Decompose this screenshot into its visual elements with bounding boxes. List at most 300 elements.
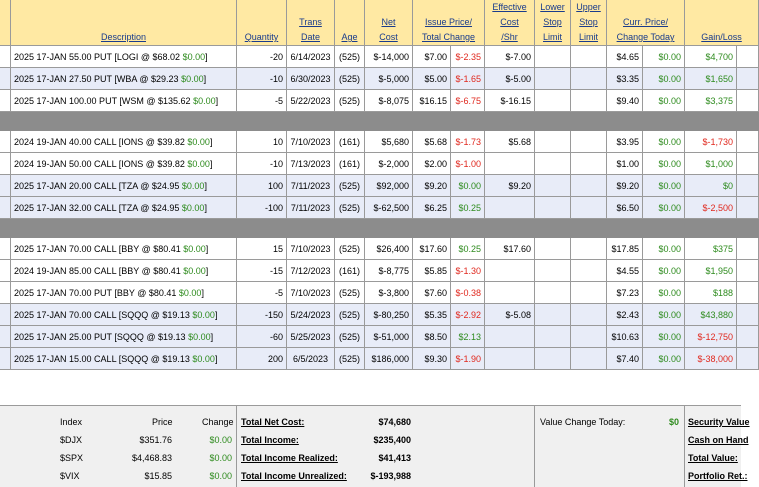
table-row[interactable] [0, 348, 759, 370]
cell-net-cost[interactable]: $-2,000 [365, 153, 413, 175]
cell-lower-stop[interactable] [535, 175, 571, 197]
cell-change-today[interactable]: $0.00 [643, 153, 685, 175]
description-text: 2025 17-JAN 70.00 CALL [SQQQ @ $19.13 [14, 309, 193, 320]
change-col-label: Change [202, 417, 234, 427]
cell-net-cost[interactable]: $-8,775 [365, 260, 413, 282]
cell-lower-stop[interactable] [535, 68, 571, 90]
table-row[interactable] [0, 238, 759, 260]
cell-trans-date[interactable]: 5/24/2023 [287, 304, 335, 326]
cell-age[interactable]: (525) [335, 326, 365, 348]
row-marker[interactable] [0, 153, 11, 175]
summary-value: $-193,988 [370, 471, 411, 481]
table-row[interactable] [0, 175, 759, 197]
summary-row [237, 450, 415, 467]
index-header [0, 414, 236, 431]
cell-gain-loss[interactable]: $3,375 [685, 90, 737, 112]
value-change-value: $0 [668, 417, 679, 427]
table-row[interactable] [0, 304, 759, 326]
description-end: ] [205, 265, 209, 276]
underlying-change: $0.00 [178, 287, 202, 298]
cell-description[interactable] [11, 326, 237, 348]
cell-quantity[interactable]: -5 [237, 90, 287, 112]
cell-quantity[interactable]: -5 [237, 282, 287, 304]
description-text: 2025 17-JAN 55.00 PUT [LOGI @ $68.02 [14, 51, 183, 62]
cell-net-cost[interactable]: $-51,000 [365, 326, 413, 348]
summary-value: $74,680 [378, 417, 411, 427]
cell-age[interactable]: (525) [335, 304, 365, 326]
description-end: ] [204, 180, 207, 191]
group-separator [0, 112, 759, 131]
cell-curr-price[interactable]: $2.43 [607, 304, 643, 326]
group-separator [0, 219, 759, 238]
description-text: 2025 17-JAN 70.00 CALL [BBY @ $80.41 [14, 243, 184, 254]
index-name: $DJX [60, 435, 83, 445]
description-text: 2025 17-JAN 25.00 PUT [SQQQ @ $19.13 [14, 331, 189, 342]
table-row[interactable] [0, 326, 759, 348]
header-issue-price[interactable]: Issue Price/ Total Change [413, 0, 485, 46]
value-change-block [534, 406, 685, 487]
cell-age[interactable]: (161) [335, 260, 365, 282]
cell-upper-stop[interactable] [571, 175, 607, 197]
underlying-change: $0.00 [183, 265, 206, 276]
description-text: 2025 17-JAN 32.00 CALL [TZA @ $24.95 [14, 202, 182, 213]
cell-effective-cost[interactable]: $-7.00 [485, 46, 535, 68]
table-row[interactable] [0, 153, 759, 175]
cell-upper-stop[interactable] [571, 68, 607, 90]
underlying-change: $0.00 [181, 202, 205, 213]
header-age[interactable]: Age [335, 0, 365, 46]
description-end: ] [204, 202, 207, 213]
header-blank [0, 0, 11, 46]
cell-upper-stop[interactable] [571, 238, 607, 260]
index-row [0, 450, 236, 467]
description-text: 2025 17-JAN 15.00 CALL [SQQQ @ $19.13 [14, 353, 193, 364]
cell-gain-overflow[interactable] [737, 153, 759, 175]
header-description[interactable]: Description [11, 0, 237, 46]
table-row[interactable] [0, 197, 759, 219]
cell-net-cost[interactable]: $186,000 [365, 348, 413, 370]
cell-gain-overflow[interactable] [737, 175, 759, 197]
cell-age[interactable]: (161) [335, 131, 365, 153]
cell-curr-price[interactable]: $6.50 [607, 197, 643, 219]
cell-change-today[interactable]: $0.00 [643, 90, 685, 112]
row-marker[interactable] [0, 282, 11, 304]
cell-trans-date[interactable]: 6/30/2023 [287, 68, 335, 90]
row-marker[interactable] [0, 348, 11, 370]
cell-gain-loss[interactable]: $-2,500 [685, 197, 737, 219]
cell-change-today[interactable]: $0.00 [643, 46, 685, 68]
index-price: $15.85 [144, 471, 172, 481]
summary-label: Total Income Realized: [241, 453, 338, 463]
cell-gain-loss[interactable]: $1,950 [685, 260, 737, 282]
cell-effective-cost[interactable]: $-5.00 [485, 68, 535, 90]
index-row [0, 468, 236, 485]
cell-effective-cost[interactable] [485, 348, 535, 370]
cell-quantity[interactable]: 100 [237, 175, 287, 197]
description-text: 2024 19-JAN 85.00 CALL [BBY @ $80.41 [14, 265, 184, 276]
cell-effective-cost[interactable]: $5.68 [485, 131, 535, 153]
underlying-change: $0.00 [182, 51, 206, 62]
cell-total-change[interactable]: $-1.00 [451, 153, 485, 175]
cell-effective-cost[interactable] [485, 197, 535, 219]
cell-lower-stop[interactable] [535, 282, 571, 304]
cell-curr-price[interactable]: $4.55 [607, 260, 643, 282]
description-end: ] [205, 243, 209, 254]
cell-curr-price[interactable]: $3.95 [607, 131, 643, 153]
cell-issue-price[interactable]: $5.35 [413, 304, 451, 326]
cell-net-cost[interactable]: $-3,800 [365, 282, 413, 304]
cell-trans-date[interactable]: 7/13/2023 [287, 153, 335, 175]
underlying-change: $0.00 [187, 136, 210, 147]
cell-description[interactable] [11, 260, 237, 282]
underlying-change: $0.00 [183, 243, 206, 254]
cell-upper-stop[interactable] [571, 197, 607, 219]
cell-curr-price[interactable]: $10.63 [607, 326, 643, 348]
cell-effective-cost[interactable] [485, 282, 535, 304]
cell-upper-stop[interactable] [571, 326, 607, 348]
cell-effective-cost[interactable]: $17.60 [485, 238, 535, 260]
description-text: 2025 17-JAN 70.00 PUT [BBY @ $80.41 [14, 287, 179, 298]
cell-issue-price[interactable]: $9.30 [413, 348, 451, 370]
underlying-change: $0.00 [188, 331, 211, 342]
description-end: ] [201, 287, 204, 298]
cell-total-change[interactable]: $-1.73 [451, 131, 485, 153]
cell-trans-date[interactable]: 5/22/2023 [287, 90, 335, 112]
cell-gain-overflow[interactable] [737, 238, 759, 260]
cell-total-change[interactable]: $-1.30 [451, 260, 485, 282]
cell-gain-overflow[interactable] [737, 326, 759, 348]
cell-issue-price[interactable]: $17.60 [413, 238, 451, 260]
table-row[interactable] [0, 68, 759, 90]
cell-quantity[interactable]: -10 [237, 153, 287, 175]
header-curr-price[interactable]: Curr. Price/ Change Today [607, 0, 685, 46]
cell-trans-date[interactable]: 7/11/2023 [287, 175, 335, 197]
cell-upper-stop[interactable] [571, 348, 607, 370]
cell-change-today[interactable]: $0.00 [643, 260, 685, 282]
cell-quantity[interactable]: -10 [237, 68, 287, 90]
table-row[interactable] [0, 46, 759, 68]
cell-curr-price[interactable]: $1.00 [607, 153, 643, 175]
cell-gain-overflow[interactable] [737, 68, 759, 90]
cell-net-cost[interactable]: $-5,000 [365, 68, 413, 90]
cell-net-cost[interactable]: $-80,250 [365, 304, 413, 326]
cell-gain-loss[interactable]: $188 [685, 282, 737, 304]
cell-gain-overflow[interactable] [737, 90, 759, 112]
underlying-change: $0.00 [192, 309, 215, 320]
summary-row [237, 468, 415, 485]
underlying-change: $0.00 [181, 73, 204, 84]
cell-curr-price[interactable]: $7.40 [607, 348, 643, 370]
cell-age[interactable]: (525) [335, 282, 365, 304]
index-col-label: Index [60, 417, 83, 427]
cell-upper-stop[interactable] [571, 90, 607, 112]
description-end: ] [210, 331, 214, 342]
cell-change-today[interactable]: $0.00 [643, 197, 685, 219]
cell-issue-price[interactable]: $5.00 [413, 68, 451, 90]
cell-age[interactable]: (525) [335, 197, 365, 219]
cell-quantity[interactable]: 200 [237, 348, 287, 370]
header-row [0, 0, 759, 46]
cell-upper-stop[interactable] [571, 131, 607, 153]
cell-upper-stop[interactable] [571, 46, 607, 68]
cell-age[interactable]: (525) [335, 238, 365, 260]
description-end: ] [205, 51, 208, 62]
row-marker[interactable] [0, 68, 11, 90]
cell-lower-stop[interactable] [535, 131, 571, 153]
cell-lower-stop[interactable] [535, 260, 571, 282]
cell-curr-price[interactable]: $7.23 [607, 282, 643, 304]
summary-block [236, 406, 415, 487]
table-row[interactable] [0, 131, 759, 153]
cell-change-today[interactable]: $0.00 [643, 131, 685, 153]
cell-effective-cost[interactable]: $-16.15 [485, 90, 535, 112]
cell-effective-cost[interactable] [485, 153, 535, 175]
cell-lower-stop[interactable] [535, 304, 571, 326]
cell-change-today[interactable]: $0.00 [643, 175, 685, 197]
cell-issue-price[interactable]: $7.00 [413, 46, 451, 68]
description-text: 2024 19-JAN 50.00 CALL [IONS @ $39.82 [14, 158, 188, 169]
cell-change-today[interactable]: $0.00 [643, 282, 685, 304]
header-gain-loss[interactable]: Gain/Loss [685, 0, 759, 46]
cell-lower-stop[interactable] [535, 153, 571, 175]
cell-net-cost[interactable]: $-8,075 [365, 90, 413, 112]
cell-age[interactable]: (525) [335, 46, 365, 68]
cell-lower-stop[interactable] [535, 90, 571, 112]
cell-curr-price[interactable]: $9.40 [607, 90, 643, 112]
cell-gain-loss[interactable]: $1,650 [685, 68, 737, 90]
cell-effective-cost[interactable]: $-5.08 [485, 304, 535, 326]
cell-change-today[interactable]: $0.00 [643, 68, 685, 90]
cell-quantity[interactable]: -60 [237, 326, 287, 348]
row-marker[interactable] [0, 260, 11, 282]
right-summary-label: Portfolio Ret.: [688, 471, 748, 481]
cell-lower-stop[interactable] [535, 46, 571, 68]
cell-quantity[interactable]: -15 [237, 260, 287, 282]
cell-total-change[interactable]: $-1.90 [451, 348, 485, 370]
cell-description[interactable] [11, 348, 237, 370]
summary-row [237, 414, 415, 431]
summary-row [237, 432, 415, 449]
index-change: $0.00 [209, 453, 232, 463]
header-quantity[interactable]: Quantity [237, 0, 287, 46]
index-price: $4,468.83 [131, 453, 172, 463]
cell-description[interactable] [11, 131, 237, 153]
description-end: ] [214, 353, 218, 364]
row-marker[interactable] [0, 197, 11, 219]
cell-description[interactable] [11, 197, 237, 219]
cell-trans-date[interactable]: 7/10/2023 [287, 282, 335, 304]
cell-age[interactable]: (525) [335, 348, 365, 370]
description-end: ] [215, 95, 219, 106]
cell-description[interactable] [11, 238, 237, 260]
cell-description[interactable] [11, 175, 237, 197]
underlying-change: $0.00 [193, 95, 216, 106]
cell-issue-price[interactable]: $2.00 [413, 153, 451, 175]
cell-issue-price[interactable]: $7.60 [413, 282, 451, 304]
table-row[interactable] [0, 282, 759, 304]
description-text: 2025 17-JAN 100.00 PUT [WSM @ $135.62 [14, 95, 194, 106]
cell-age[interactable]: (525) [335, 90, 365, 112]
row-marker[interactable] [0, 131, 11, 153]
cell-lower-stop[interactable] [535, 326, 571, 348]
cell-gain-loss[interactable]: $-38,000 [685, 348, 737, 370]
header-net-cost[interactable]: Net Cost [365, 0, 413, 46]
cell-change-today[interactable]: $0.00 [643, 238, 685, 260]
cell-gain-overflow[interactable] [737, 348, 759, 370]
cell-gain-loss[interactable]: $-12,750 [685, 326, 737, 348]
cell-trans-date[interactable]: 5/25/2023 [287, 326, 335, 348]
cell-description[interactable] [11, 282, 237, 304]
right-summary-label: Cash on Hand [688, 435, 749, 445]
cell-total-change[interactable]: $2.13 [451, 326, 485, 348]
cell-quantity[interactable]: -100 [237, 197, 287, 219]
cell-trans-date[interactable]: 6/5/2023 [287, 348, 335, 370]
cell-gain-loss[interactable]: $43,880 [685, 304, 737, 326]
cell-issue-price[interactable]: $6.25 [413, 197, 451, 219]
cell-change-today[interactable]: $0.00 [643, 304, 685, 326]
description-end: ] [203, 73, 207, 84]
cell-age[interactable]: (525) [335, 68, 365, 90]
cell-curr-price[interactable]: $9.20 [607, 175, 643, 197]
header-lower-stop[interactable]: Lower Stop Limit [535, 0, 571, 46]
cell-upper-stop[interactable] [571, 260, 607, 282]
cell-total-change[interactable]: $-0.38 [451, 282, 485, 304]
right-summary-label: Total Value: [688, 453, 738, 463]
index-change: $0.00 [209, 435, 232, 445]
cell-gain-overflow[interactable] [737, 197, 759, 219]
cell-net-cost[interactable]: $26,400 [365, 238, 413, 260]
cell-net-cost[interactable]: $-14,000 [365, 46, 413, 68]
price-col-label: Price [152, 417, 173, 427]
description-text: 2025 17-JAN 20.00 CALL [TZA @ $24.95 [14, 180, 182, 191]
cell-curr-price[interactable]: $3.35 [607, 68, 643, 90]
cell-curr-price[interactable]: $17.85 [607, 238, 643, 260]
cell-net-cost[interactable]: $92,000 [365, 175, 413, 197]
description-text: 2025 17-JAN 27.50 PUT [WBA @ $29.23 [14, 73, 182, 84]
row-marker[interactable] [0, 46, 11, 68]
cell-age[interactable]: (525) [335, 175, 365, 197]
cell-total-change[interactable]: $-2.92 [451, 304, 485, 326]
cell-description[interactable] [11, 68, 237, 90]
cell-description[interactable] [11, 153, 237, 175]
summary-label: Total Income: [241, 435, 299, 445]
row-marker[interactable] [0, 175, 11, 197]
cell-trans-date[interactable]: 7/11/2023 [287, 197, 335, 219]
cell-net-cost[interactable]: $5,680 [365, 131, 413, 153]
row-marker[interactable] [0, 238, 11, 260]
cell-total-change[interactable]: $0.25 [451, 197, 485, 219]
cell-effective-cost[interactable] [485, 326, 535, 348]
right-summary-block [684, 406, 750, 487]
cell-quantity[interactable]: 10 [237, 131, 287, 153]
cell-trans-date[interactable]: 7/12/2023 [287, 260, 335, 282]
cell-gain-overflow[interactable] [737, 304, 759, 326]
cell-total-change[interactable]: $-1.65 [451, 68, 485, 90]
cell-trans-date[interactable]: 7/10/2023 [287, 131, 335, 153]
cell-total-change[interactable]: $0.25 [451, 238, 485, 260]
cell-gain-overflow[interactable] [737, 46, 759, 68]
right-summary-label: Security Value [688, 417, 750, 427]
cell-upper-stop[interactable] [571, 282, 607, 304]
cell-total-change[interactable]: $-6.75 [451, 90, 485, 112]
cell-change-today[interactable]: $0.00 [643, 348, 685, 370]
underlying-change: $0.00 [187, 158, 210, 169]
cell-effective-cost[interactable] [485, 260, 535, 282]
summary-value: $41,413 [378, 453, 411, 463]
portfolio-footer [0, 405, 750, 487]
description-end: ] [209, 136, 213, 147]
summary-label: Total Income Unrealized: [241, 471, 347, 481]
summary-label: Total Net Cost: [241, 417, 305, 427]
cell-issue-price[interactable]: $9.20 [413, 175, 451, 197]
cell-issue-price[interactable]: $16.15 [413, 90, 451, 112]
index-row [0, 432, 236, 449]
cell-change-today[interactable]: $0.00 [643, 326, 685, 348]
row-marker[interactable] [0, 304, 11, 326]
cell-net-cost[interactable]: $-62,500 [365, 197, 413, 219]
cell-total-change[interactable]: $-2.35 [451, 46, 485, 68]
cell-age[interactable]: (161) [335, 153, 365, 175]
cell-upper-stop[interactable] [571, 304, 607, 326]
cell-quantity[interactable]: -150 [237, 304, 287, 326]
cell-gain-loss[interactable]: $375 [685, 238, 737, 260]
cell-curr-price[interactable]: $4.65 [607, 46, 643, 68]
row-marker[interactable] [0, 90, 11, 112]
cell-total-change[interactable]: $0.00 [451, 175, 485, 197]
cell-gain-loss[interactable]: $1,000 [685, 153, 737, 175]
cell-issue-price[interactable]: $5.68 [413, 131, 451, 153]
cell-description[interactable] [11, 304, 237, 326]
cell-description[interactable] [11, 46, 237, 68]
cell-effective-cost[interactable]: $9.20 [485, 175, 535, 197]
cell-gain-overflow[interactable] [737, 282, 759, 304]
description-end: ] [214, 309, 218, 320]
header-effective-cost[interactable]: Effective Cost /Shr [485, 0, 535, 46]
index-name: $SPX [60, 453, 84, 463]
cell-gain-overflow[interactable] [737, 131, 759, 153]
cell-trans-date[interactable]: 6/14/2023 [287, 46, 335, 68]
cell-issue-price[interactable]: $8.50 [413, 326, 451, 348]
description-end: ] [209, 158, 213, 169]
index-name: $VIX [60, 471, 80, 481]
underlying-change: $0.00 [192, 353, 215, 364]
cell-lower-stop[interactable] [535, 197, 571, 219]
row-marker[interactable] [0, 326, 11, 348]
description-text: 2024 19-JAN 40.00 CALL [IONS @ $39.82 [14, 136, 188, 147]
cell-lower-stop[interactable] [535, 238, 571, 260]
cell-gain-loss[interactable]: $0 [685, 175, 737, 197]
summary-value: $235,400 [373, 435, 411, 445]
cell-quantity[interactable]: 15 [237, 238, 287, 260]
cell-gain-overflow[interactable] [737, 260, 759, 282]
cell-gain-loss[interactable]: $4,700 [685, 46, 737, 68]
cell-gain-loss[interactable]: $-1,730 [685, 131, 737, 153]
index-change: $0.00 [209, 471, 232, 481]
header-trans-date[interactable]: Trans Date [287, 0, 335, 46]
value-change-label: Value Change Today: [540, 417, 626, 427]
cell-trans-date[interactable]: 7/10/2023 [287, 238, 335, 260]
cell-description[interactable] [11, 90, 237, 112]
cell-quantity[interactable]: -20 [237, 46, 287, 68]
index-price: $351.76 [139, 435, 172, 445]
header-upper-stop[interactable]: Upper Stop Limit [571, 0, 607, 46]
table-row[interactable] [0, 90, 759, 112]
cell-lower-stop[interactable] [535, 348, 571, 370]
underlying-change: $0.00 [181, 180, 205, 191]
cell-upper-stop[interactable] [571, 153, 607, 175]
cell-issue-price[interactable]: $5.85 [413, 260, 451, 282]
table-row[interactable] [0, 260, 759, 282]
